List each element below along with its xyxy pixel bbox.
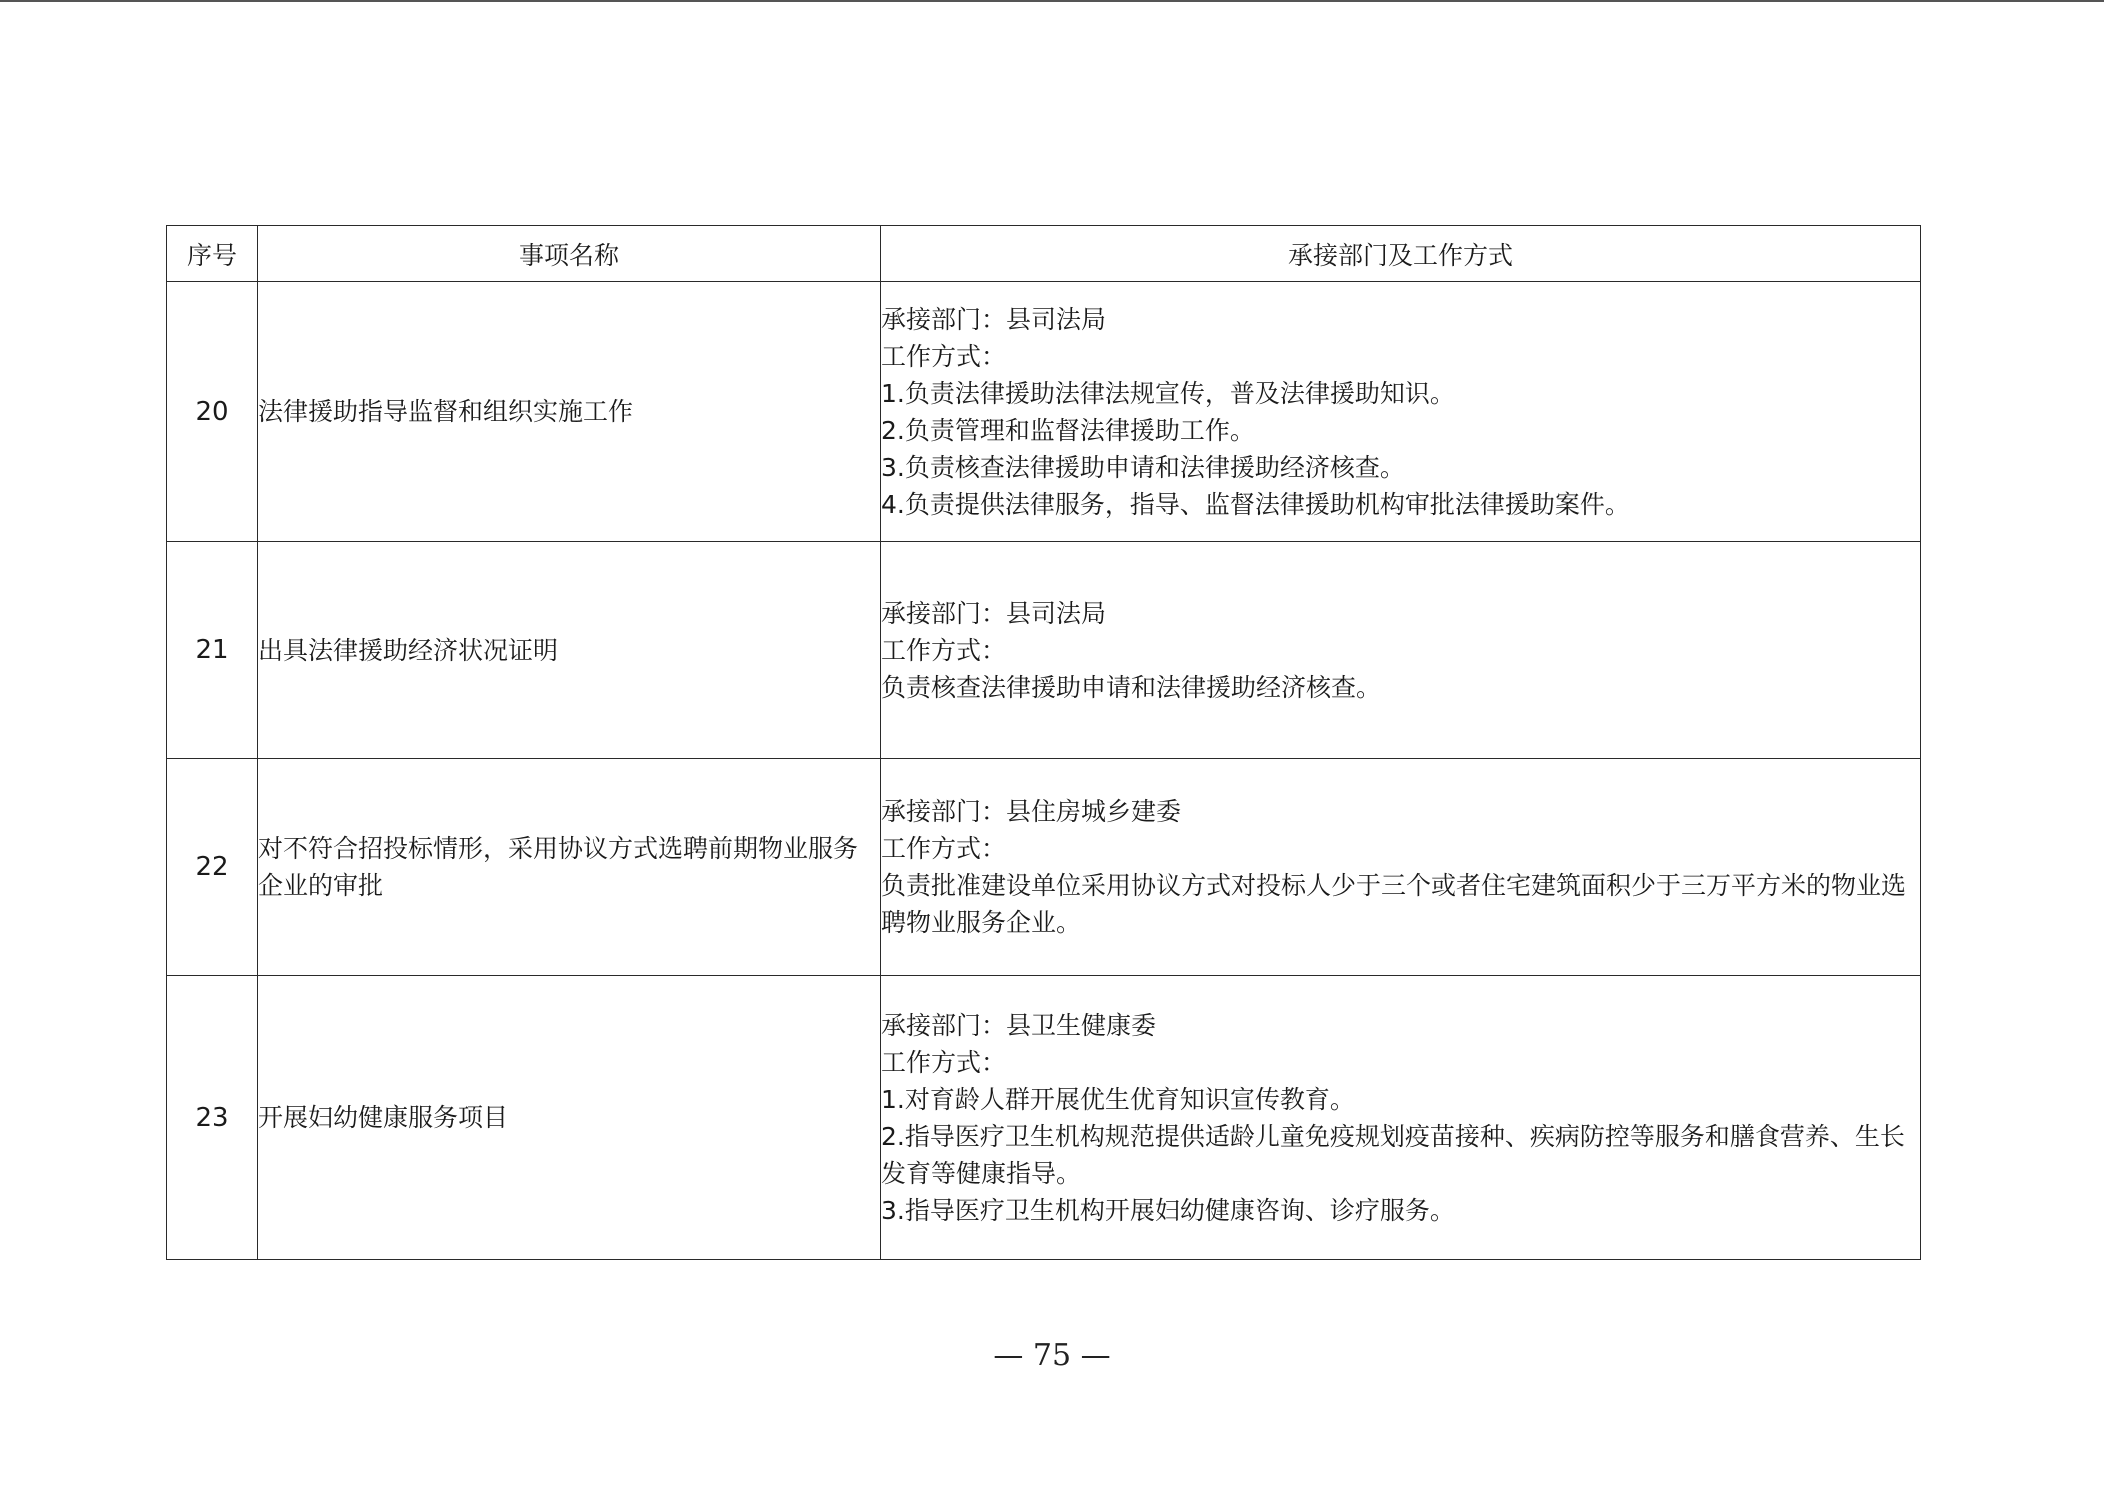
method-label: 工作方式： — [881, 1047, 1007, 1077]
row-item-name: 对不符合招投标情形，采用协议方式选聘前期物业服务企业的审批 — [258, 759, 881, 976]
method-line: 1.负责法律援助法律法规宣传，普及法律援助知识。 — [881, 378, 1455, 408]
row-item-name: 开展妇幼健康服务项目 — [258, 976, 881, 1260]
dept-line: 承接部门：县司法局 — [881, 598, 1107, 628]
row-item-name: 法律援助指导监督和组织实施工作 — [258, 282, 881, 542]
page-number: — 75 — — [993, 1338, 1111, 1373]
row-seq: 23 — [167, 976, 258, 1260]
row-seq: 20 — [167, 282, 258, 542]
method-line: 3.负责核查法律援助申请和法律援助经济核查。 — [881, 452, 1405, 482]
method-label: 工作方式： — [881, 341, 1007, 371]
method-line: 3.指导医疗卫生机构开展妇幼健康咨询、诊疗服务。 — [881, 1195, 1455, 1225]
row-dept-method — [881, 542, 1921, 759]
dept-line: 承接部门：县卫生健康委 — [881, 1010, 1157, 1040]
dept-line: 承接部门：县住房城乡建委 — [881, 797, 1182, 826]
method-line: 2.负责管理和监督法律援助工作。 — [881, 415, 1255, 445]
row-dept-method — [881, 282, 1921, 542]
method-line: 4.负责提供法律服务，指导、监督法律援助机构审批法律援助案件。 — [881, 489, 1630, 519]
method-line: 1.对育龄人群开展优生优育知识宣传教育。 — [881, 1084, 1355, 1114]
header-seq: 序号 — [167, 226, 258, 282]
table-row — [167, 759, 1921, 976]
page-top-border — [0, 0, 2104, 2]
method-label: 工作方式： — [881, 635, 1007, 665]
method-line: 2.指导医疗卫生机构规范提供适龄儿童免疫规划疫苗接种、疾病防控等服务和膳食营养、生长发育等健康指导。 — [881, 1121, 1905, 1188]
table-row — [167, 282, 1921, 542]
row-seq: 21 — [167, 542, 258, 759]
dept-line: 承接部门：县司法局 — [881, 304, 1107, 334]
header-dept-method: 承接部门及工作方式 — [881, 226, 1921, 282]
table-header-row — [167, 226, 1921, 282]
table-row — [167, 542, 1921, 759]
method-label: 工作方式： — [881, 834, 1007, 863]
items-table — [166, 225, 1921, 1260]
row-seq: 22 — [167, 759, 258, 976]
method-line: 负责批准建设单位采用协议方式对投标人少于三个或者住宅建筑面积少于三万平方米的物业选聘物业服务企业。 — [881, 871, 1907, 937]
table-row — [167, 976, 1921, 1260]
row-dept-method — [881, 976, 1921, 1260]
row-item-name: 出具法律援助经济状况证明 — [258, 542, 881, 759]
header-item-name: 事项名称 — [258, 226, 881, 282]
row-dept-method — [881, 759, 1921, 976]
method-line: 负责核查法律援助申请和法律援助经济核查。 — [881, 672, 1382, 702]
